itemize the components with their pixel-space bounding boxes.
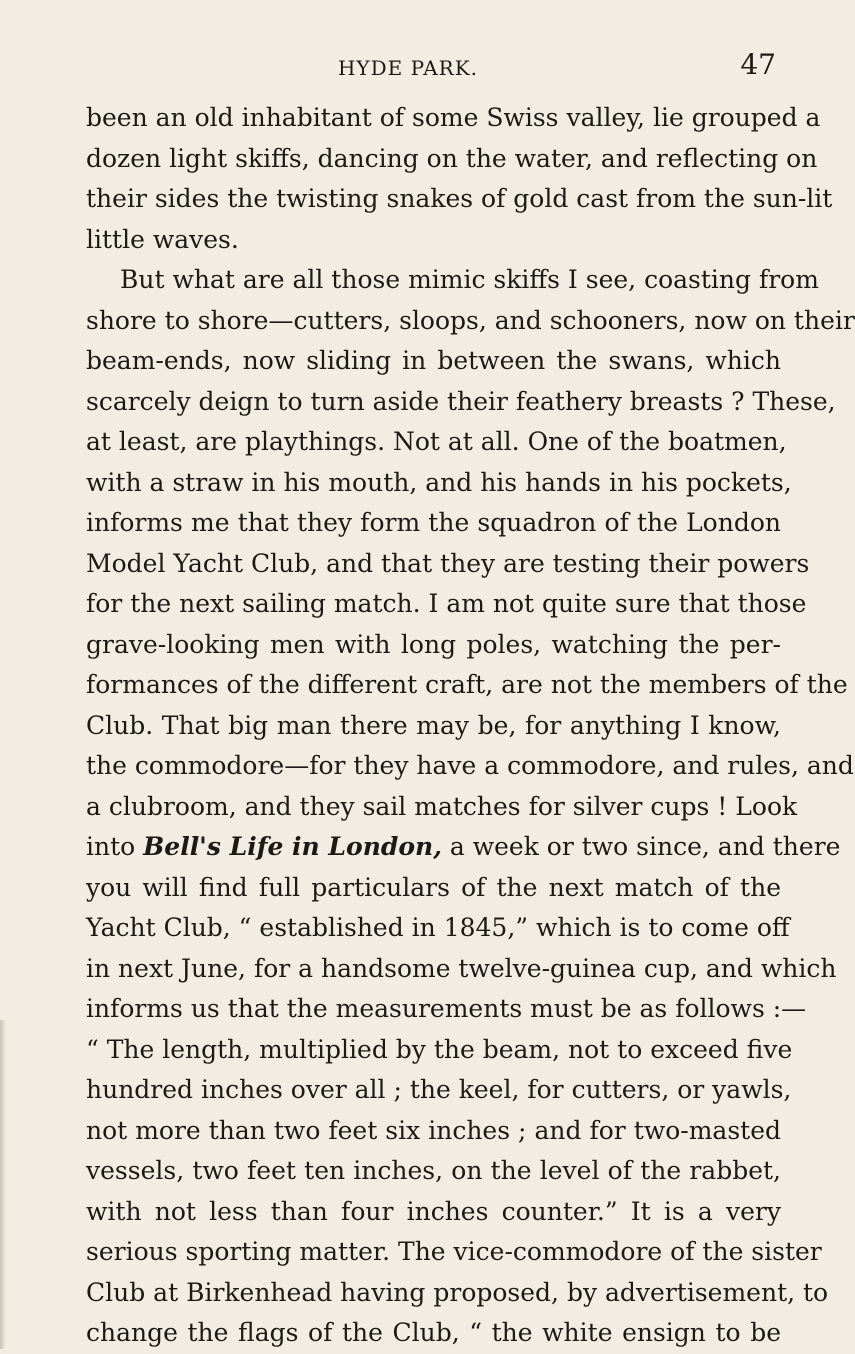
text-line: informs us that the measurements must be as follows :— [86,994,807,1023]
text-line: Club. That big man there may be, for anything I know, [86,710,781,740]
text-line: grave-looking men with long poles, watching the per- [86,629,781,659]
text-line: serious sporting matter. The vice-commodore of the sister [86,1237,822,1266]
text-line: shore to shore—cutters, sloops, and schooners, now on their [86,305,855,335]
text-line: with a straw in his mouth, and his hands in his pockets, [86,467,792,497]
text-run: a week or two since, and there [441,832,841,861]
text-line: scarcely deign to turn aside their feathery breasts ? These, [86,386,836,416]
text-line: at least, are playthings. Not at all. One of the boatmen, [86,427,787,456]
text-line: their sides the twisting snakes of gold cast from the sun-lit [86,184,833,213]
text-line: you will find full particulars of the next match of the [86,872,781,902]
body-text [86,98,855,1354]
text-line: Yacht Club, “ established in 1845,” which is to come off [86,913,790,942]
book-title: Bell's Life in London, [143,832,442,861]
text-line: vessels, two feet ten inches, on the level of the rabbet, [86,1156,781,1185]
page-number: 47 [740,48,776,81]
text-line: in next June, for a handsome twelve-guinea cup, and which [86,953,837,983]
text-line: change the flags of the Club, “ the white ensign to be [86,1318,781,1347]
text-line: informs me that they form the squadron of the London [86,508,781,537]
text-line: been an old inhabitant of some Swiss valley, lie grouped a [86,103,821,132]
text-line: “ The length, multiplied by the beam, not to exceed five [86,1034,793,1064]
text-run: into [86,832,144,861]
text-line: the commodore—for they have a commodore, and rules, and [86,751,854,780]
text-line: with not less than four inches counter.” It is a very [86,1196,781,1226]
text-line: for the next sailing match. I am not quite sure that those [86,589,807,618]
running-head: HYDE PARK. [337,56,479,80]
text-line: hundred inches over all ; the keel, for cutters, or yawls, [86,1075,792,1104]
text-line: But what are all those mimic skiffs I see, coasting from [120,265,819,294]
text-line: not more than two feet six inches ; and for two-masted [86,1115,781,1145]
text-line: formances of the different craft, are not the members of the [86,670,848,699]
text-line: a clubroom, and they sail matches for silver cups ! Look [86,791,798,821]
text-line: Club at Birkenhead having proposed, by advertisement, to [86,1277,829,1307]
text-line: Model Yacht Club, and that they are testing their powers [86,548,810,578]
text-line: dozen light skiffs, dancing on the water, and reflecting on [86,143,818,173]
text-line: little waves. [86,224,239,254]
page-header [88,48,788,92]
text-line [86,827,841,868]
text-line: beam-ends, now sliding in between the swans, which [86,346,781,375]
page-edge-shadow [0,1020,6,1349]
